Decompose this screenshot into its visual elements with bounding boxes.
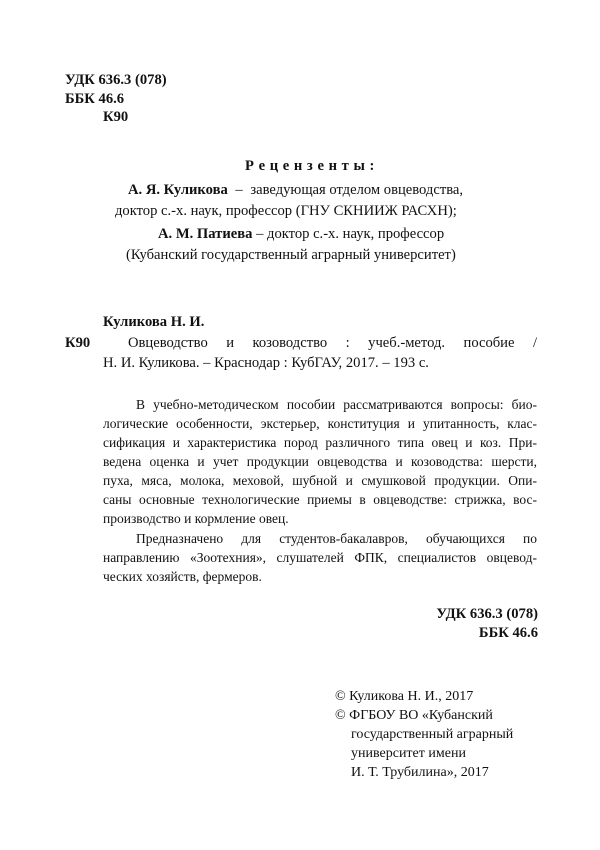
footer-bbk-code: ББК 46.6 [478, 625, 538, 641]
bib-line-1: Овцеводство и козоводство : учеб.-метод. пособие / [128, 335, 537, 351]
abstract-line: саны основные технологические приемы в овцеводстве: стрижка, вос- [103, 492, 537, 507]
reviewers-title: Р е ц е н з е н т ы : [245, 158, 375, 174]
copyright-author: © Куликова Н. И., 2017 [335, 689, 474, 704]
reviewer-1-dash: – [235, 182, 243, 198]
reviewer-1 [128, 182, 463, 199]
copyright-publisher-line: И. Т. Трубилина», 2017 [351, 765, 489, 780]
udk-code: УДК 636.3 (078) [65, 72, 167, 88]
author-mark: К90 [103, 109, 129, 125]
abstract-line: направлению «Зоотехния», слушателей ФПК, специалистов овцевод- [103, 550, 537, 565]
bbk-code: ББК 46.6 [65, 91, 125, 107]
bib-mark: К90 [65, 335, 91, 351]
bib-author: Куликова Н. И. [103, 314, 205, 330]
copyright-publisher-line: университет имени [351, 746, 466, 761]
reviewer-2 [158, 226, 444, 243]
bib-line-2: Н. И. Куликова. – Краснодар : КубГАУ, 2017. – 193 с. [103, 355, 429, 371]
abstract-line: Предназначено для студентов-бакалавров, обучающихся по [136, 531, 537, 546]
reviewer-1-line2: доктор с.-х. наук, профессор (ГНУ СКНИИЖ РАСХН); [115, 203, 457, 219]
abstract-line: сификация и характеристика пород различного типа овец и коз. При- [103, 435, 537, 450]
copyright-publisher: © ФГБОУ ВО «Кубанский [335, 708, 493, 723]
footer-udk-code: УДК 636.3 (078) [436, 606, 538, 622]
reviewer-2-name: А. М. Патиева [158, 226, 253, 242]
copyright-publisher-line: государственный аграрный [351, 727, 514, 742]
abstract-line: пуха, мяса, молока, меховой, шубной и смушковой продукции. Опи- [103, 473, 537, 488]
abstract-line: ческих хозяйств, фермеров. [103, 569, 262, 584]
abstract-line: В учебно-методическом пособии рассматриваются вопросы: био- [136, 397, 537, 412]
reviewer-2-role: – доктор с.-х. наук, профессор [256, 226, 445, 242]
reviewer-1-role: заведующая отделом овцеводства, [250, 182, 464, 198]
reviewer-1-name: А. Я. Куликова [128, 182, 228, 198]
reviewer-2-line2: (Кубанский государственный аграрный университет) [126, 247, 456, 263]
abstract-line: производство и кормление овец. [103, 511, 289, 526]
abstract-line: логические особенности, экстерьер, конституция и упитанность, клас- [103, 416, 537, 431]
abstract-line: ведена оценка и учет продукции овцеводства и козоводства: шерсти, [103, 454, 537, 469]
